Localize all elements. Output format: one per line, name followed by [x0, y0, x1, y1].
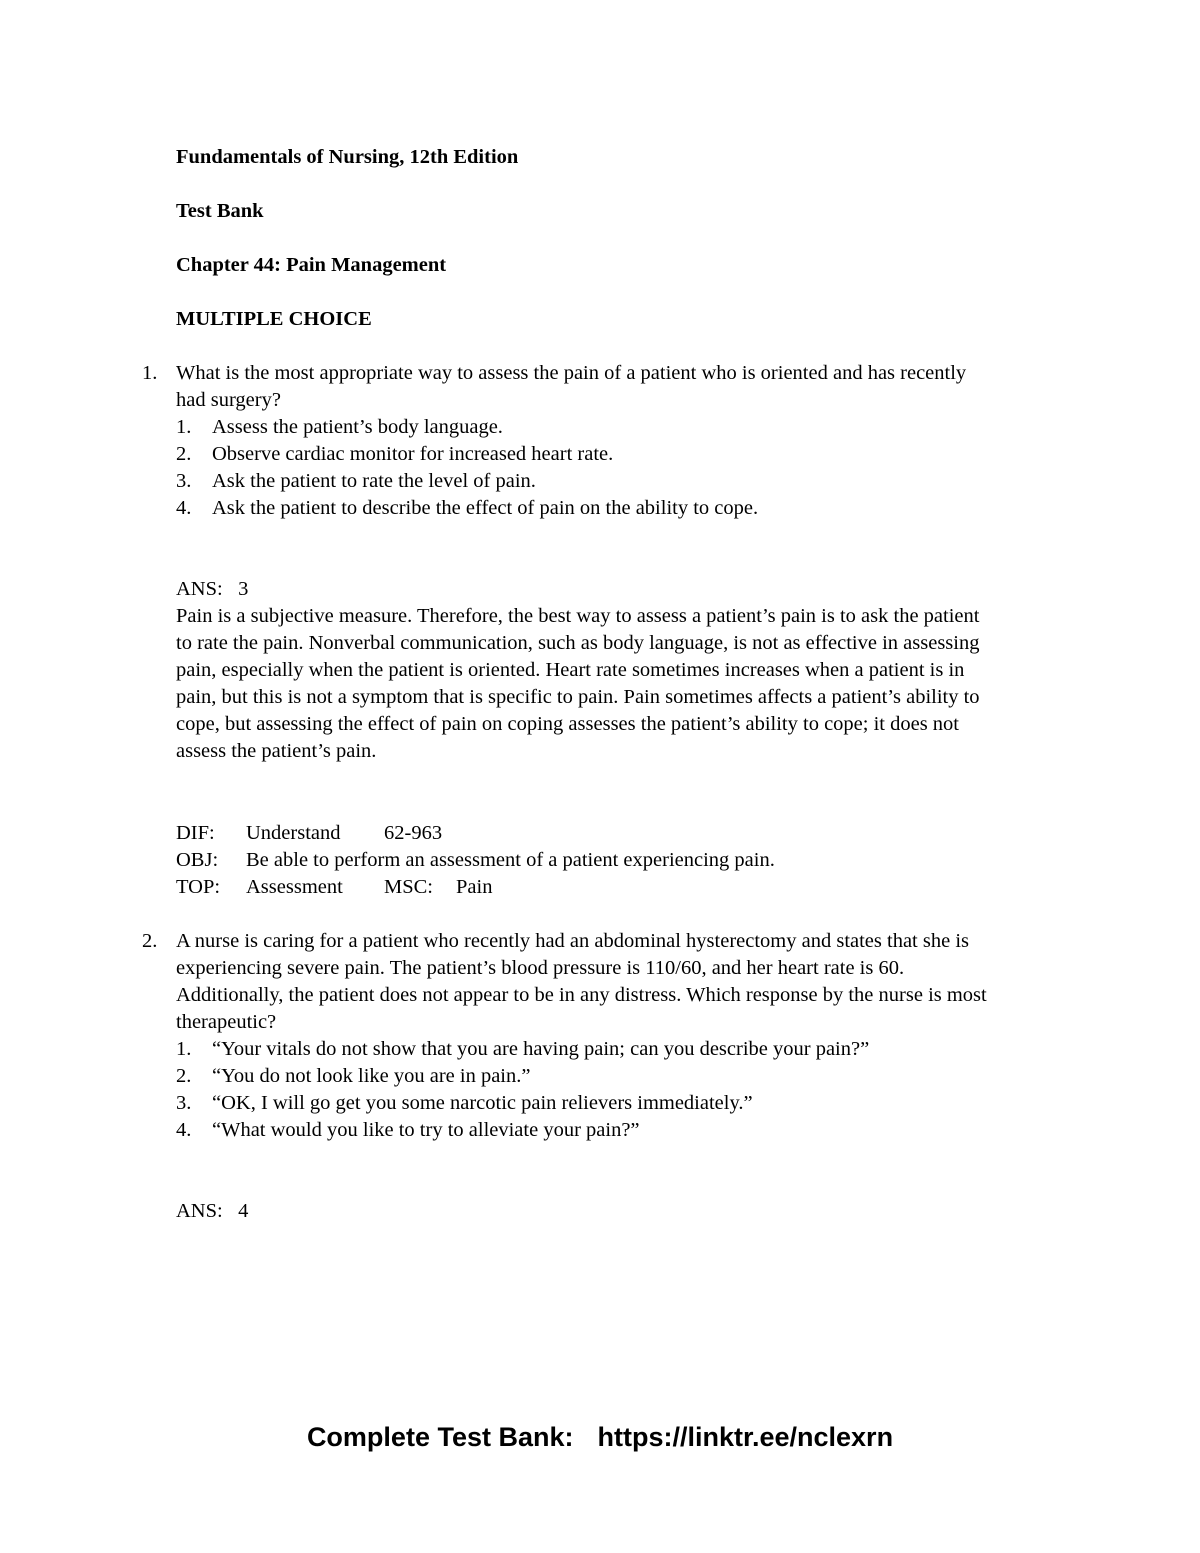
- option-text: Ask the patient to rate the level of pain.: [212, 470, 536, 492]
- option-text: “Your vitals do not show that you are having pain; can you describe your pain?”: [212, 1038, 870, 1060]
- answer-option: [176, 1117, 640, 1144]
- option-text: “OK, I will go get you some narcotic pain relievers immediately.”: [212, 1092, 753, 1114]
- answer-option: [176, 495, 758, 522]
- option-number: 1.: [176, 1038, 192, 1060]
- option-number: 3.: [176, 1092, 192, 1114]
- page-reference: 62-963: [384, 822, 443, 844]
- difficulty-line: [176, 820, 442, 847]
- question-text: A nurse is caring for a patient who recently had an abdominal hysterectomy and states that she is experiencing severe pain. The patient’s blood pressure is 110/60, and her heart rate is 60. Additionally, the patient does not appear to be in any distress. Which response by the nurse is most therapeutic?: [176, 930, 987, 1033]
- option-text: “You do not look like you are in pain.”: [212, 1065, 531, 1087]
- answer-option: [176, 1090, 753, 1117]
- option-number: 4.: [176, 1119, 192, 1141]
- top-label: TOP:: [176, 876, 221, 898]
- option-number: 3.: [176, 470, 192, 492]
- answer-value: 3: [238, 578, 249, 600]
- footer-link[interactable]: https://linktr.ee/nclexrn: [597, 1422, 894, 1452]
- section-heading: MULTIPLE CHOICE: [176, 308, 372, 330]
- answer-label: ANS:: [176, 1200, 223, 1222]
- obj-label: OBJ:: [176, 849, 219, 871]
- obj-value: Be able to perform an assessment of a patient experiencing pain.: [246, 849, 775, 871]
- dif-value: Understand: [246, 822, 341, 844]
- answer-line: [176, 576, 248, 603]
- book-title: Fundamentals of Nursing, 12th Edition: [176, 146, 519, 168]
- top-value: Assessment: [246, 876, 343, 898]
- msc-label: MSC:: [384, 876, 433, 898]
- answer-line: [176, 1198, 248, 1225]
- option-text: “What would you like to try to alleviate your pain?”: [212, 1119, 640, 1141]
- option-number: 1.: [176, 416, 192, 438]
- option-text: Observe cardiac monitor for increased heart rate.: [212, 443, 614, 465]
- option-number: 4.: [176, 497, 192, 519]
- answer-option: [176, 1036, 869, 1063]
- objective-line: [176, 847, 775, 874]
- answer-label: ANS:: [176, 578, 223, 600]
- footer-label: Complete Test Bank:: [306, 1422, 574, 1452]
- footer-banner: [0, 1424, 1200, 1451]
- topic-line: [176, 874, 492, 901]
- answer-option: [176, 1063, 530, 1090]
- answer-option: [176, 468, 536, 495]
- question-text: What is the most appropriate way to assess the pain of a patient who is oriented and has recently had surgery?: [176, 362, 967, 411]
- answer-option: [176, 441, 613, 468]
- option-number: 2.: [176, 443, 192, 465]
- document-subtitle: Test Bank: [176, 200, 264, 222]
- option-text: Ask the patient to describe the effect of pain on the ability to cope.: [212, 497, 759, 519]
- option-number: 2.: [176, 1065, 192, 1087]
- question-number: 1.: [142, 362, 158, 384]
- answer-rationale: Pain is a subjective measure. Therefore, the best way to assess a patient’s pain is to ask the patient to rate the pain. Nonverbal communication, such as body language, is not as effective in assessing pain, especially when the patient is oriented. Heart rate sometimes increases when a patient is in pain, but this is not a symptom that is specific to pain. Pain sometimes affects a patient’s ability to cope, but assessing the effect of pain on coping assesses the patient’s ability to cope; it does not assess the patient’s pain.: [176, 605, 980, 762]
- answer-option: [176, 414, 503, 441]
- dif-label: DIF:: [176, 822, 215, 844]
- msc-value: Pain: [456, 876, 493, 898]
- answer-value: 4: [238, 1200, 249, 1222]
- question-number: 2.: [142, 930, 158, 952]
- option-text: Assess the patient’s body language.: [212, 416, 503, 438]
- chapter-title: Chapter 44: Pain Management: [176, 254, 447, 276]
